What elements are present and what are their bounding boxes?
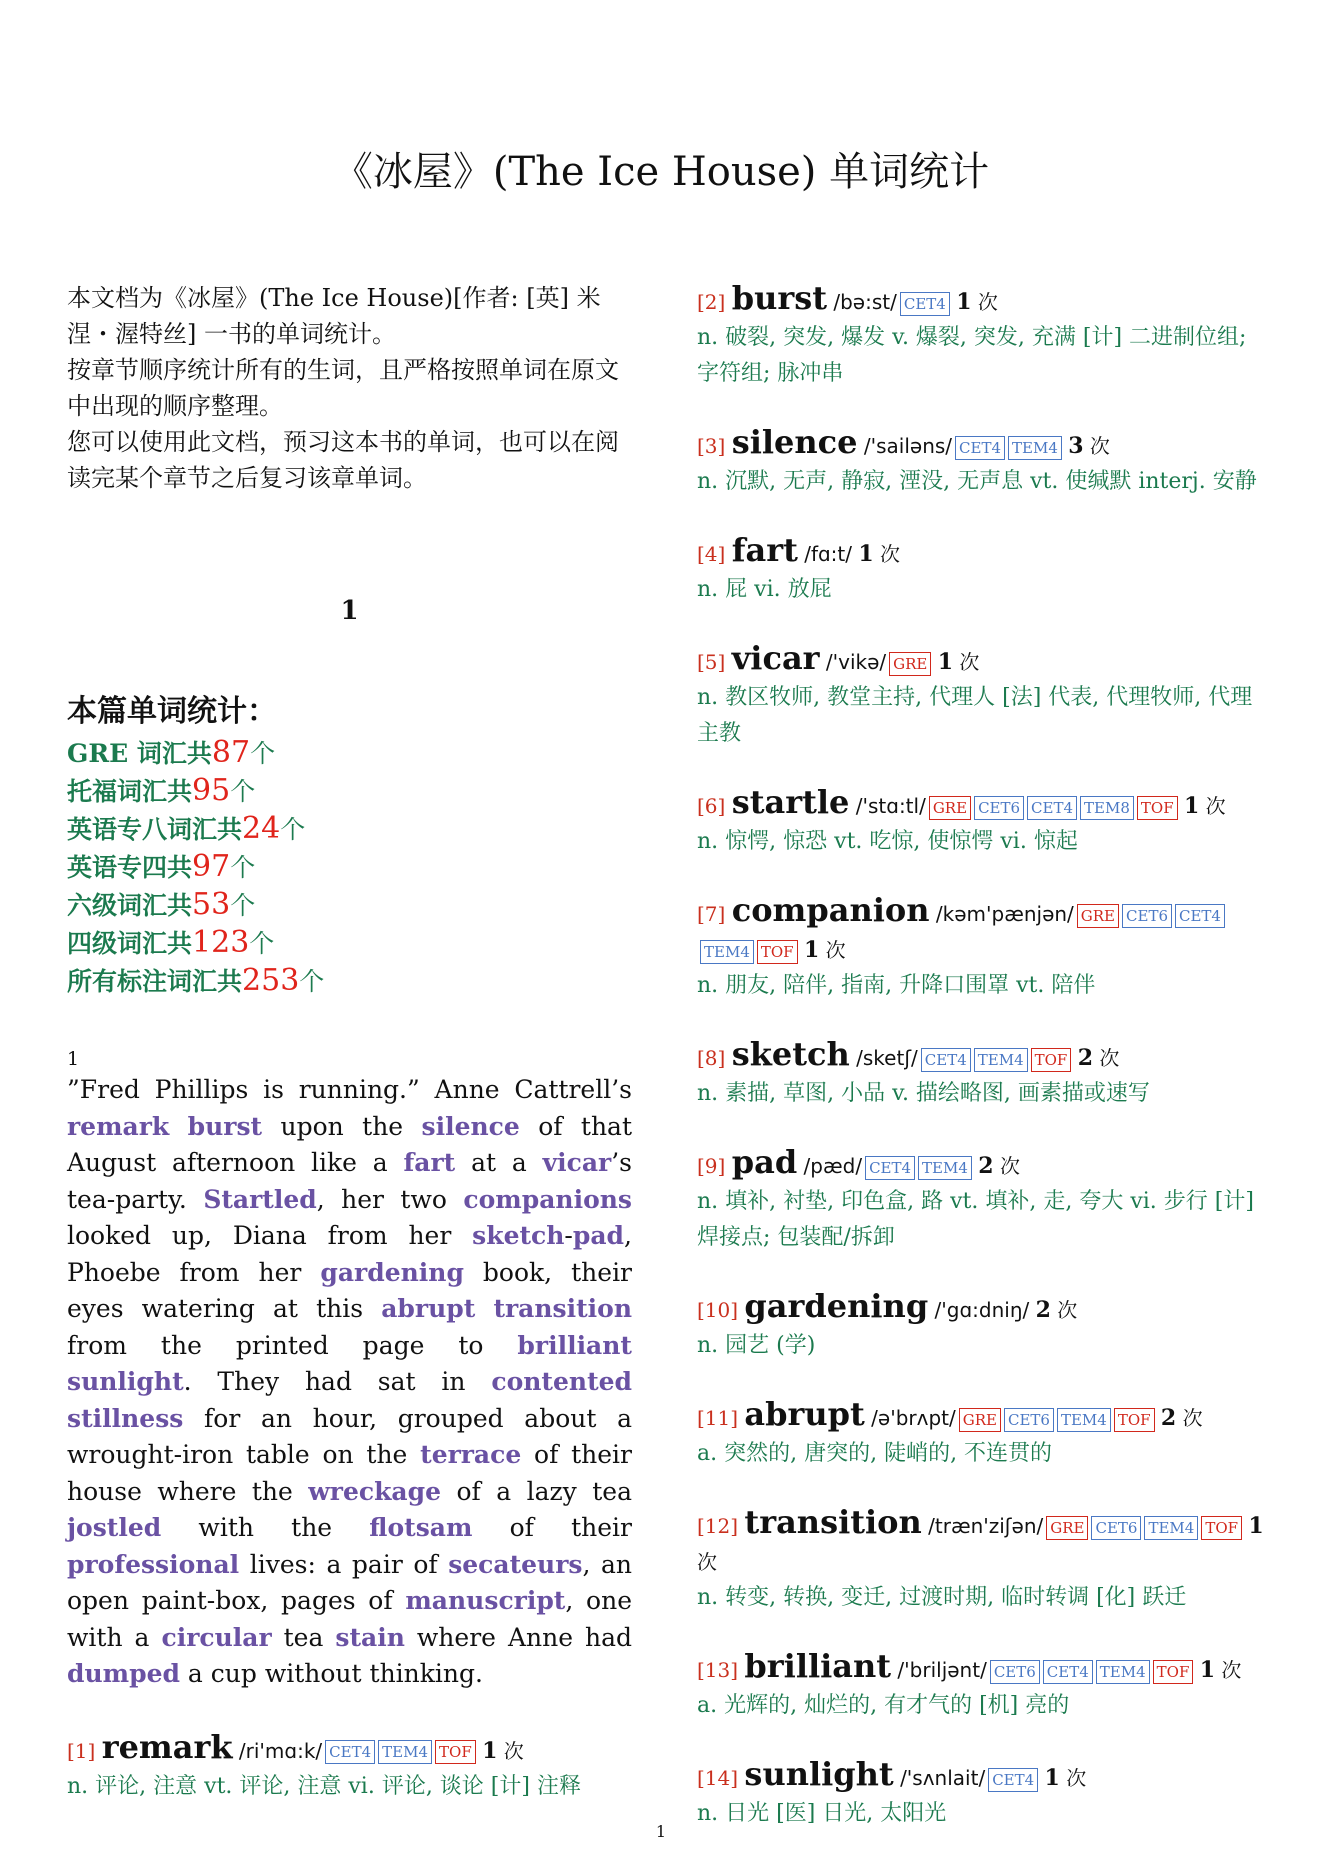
highlighted-word: companions <box>463 1184 633 1214</box>
entry-head <box>697 784 1272 824</box>
entry-phonetic: /kəm'pænjən/ <box>935 902 1074 926</box>
highlighted-word: flotsam <box>369 1513 473 1542</box>
exam-tag: GRE <box>1077 904 1119 928</box>
stat-count: 24 <box>242 811 281 846</box>
stat-unit: 个 <box>249 929 275 958</box>
entry-phonetic: /pæd/ <box>803 1154 863 1178</box>
entry-word: brilliant <box>744 1647 892 1685</box>
highlighted-word: gardening <box>320 1257 464 1287</box>
vocab-entry <box>697 1756 1272 1832</box>
exam-tag: GRE <box>929 796 971 820</box>
exam-tag: TOF <box>1201 1516 1242 1540</box>
entry-word: remark <box>101 1727 233 1766</box>
passage-text: ”Fred Phillips is running.” Anne Cattrell’s remark burst upon the silence of that August afternoon like a fart at a vicar’s tea-party. Startled, her two companions looked up, Diana from her sketch-pad, Phoebe from her gardening book, their eyes watering at this abrupt transition from the printed page to brilliant sunlight. They had sat in contented stillness for an hour, grouped about a wrought-iron table on the terrace of their house where the wreckage of a lazy tea jostled with the flotsam of their professional lives: a pair of secateurs, an open paint-box, pages of manuscript, one with a circular tea stain where Anne had dumped a cup without thinking. <box>67 1075 633 1688</box>
entry-count-unit: 次 <box>1057 1298 1078 1322</box>
stat-unit: 个 <box>230 891 256 920</box>
entry-phonetic: /ri'mɑ:k/ <box>238 1738 323 1763</box>
entry-definition: n. 日光 [医] 日光, 太阳光 <box>697 1801 947 1826</box>
stat-label: 英语专八词汇共 <box>67 815 243 844</box>
vocab-entry <box>697 1504 1272 1616</box>
vocab-entry <box>697 1036 1272 1112</box>
entry-count: 1 <box>937 649 954 675</box>
stat-line <box>67 772 632 810</box>
entry-index: [6] <box>697 794 726 818</box>
exam-tag: TEM4 <box>378 1740 432 1764</box>
vocab-entry <box>697 532 1272 608</box>
entry-count: 1 <box>1199 1657 1216 1683</box>
exam-tag: CET4 <box>1175 904 1225 928</box>
entry-word: pad <box>731 1143 798 1181</box>
entry-count: 1 <box>956 289 972 315</box>
entry-count: 2 <box>1035 1297 1051 1323</box>
chapter-number: 1 <box>340 596 359 626</box>
exam-tag: TOF <box>1031 1048 1072 1072</box>
entry-phonetic: /bə:st/ <box>833 290 897 314</box>
stat-unit: 个 <box>280 815 306 844</box>
stat-line <box>67 848 632 886</box>
entry-definition: a. 光辉的, 灿烂的, 有才气的 [机] 亮的 <box>697 1693 1070 1718</box>
entry-word: burst <box>731 279 827 317</box>
entry-word: companion <box>731 891 930 929</box>
exam-tag: CET4 <box>988 1768 1038 1792</box>
vocab-entry <box>67 1729 632 1805</box>
vocab-entry <box>697 1648 1272 1724</box>
stat-count: 123 <box>192 925 250 960</box>
entry-count: 1 <box>1183 793 1200 819</box>
entry-index: [3] <box>697 434 726 458</box>
stat-line <box>67 810 632 848</box>
entry-definition: n. 教区牧师, 教堂主持, 代理人 [法] 代表, 代理牧师, 代理主教 <box>697 685 1253 746</box>
entry-index: [10] <box>697 1298 739 1322</box>
highlighted-word: sketch <box>472 1221 565 1250</box>
entry-index: [8] <box>697 1046 726 1070</box>
entry-count: 2 <box>978 1153 994 1179</box>
exam-tag: CET6 <box>990 1660 1040 1684</box>
entry-phonetic: /'vikə/ <box>825 650 887 674</box>
highlighted-word: brilliant <box>517 1330 632 1360</box>
entry-head <box>697 424 1272 464</box>
stat-label: 托福词汇共 <box>67 777 193 806</box>
exam-tag: TEM4 <box>1096 1660 1150 1684</box>
stat-count: 53 <box>192 887 231 922</box>
exam-tag: TOF <box>1114 1408 1155 1432</box>
entry-definition: n. 园艺 (学) <box>697 1333 816 1358</box>
exam-tag: TOF <box>1153 1660 1194 1684</box>
vocab-entry <box>697 280 1272 392</box>
highlighted-word: circular <box>161 1622 272 1652</box>
entry-definition: n. 屁 vi. 放屁 <box>697 577 832 602</box>
entry-phonetic: /'gɑ:dniŋ/ <box>934 1298 1030 1322</box>
entry-head <box>697 1288 1272 1328</box>
exam-tag: CET6 <box>1004 1408 1054 1432</box>
entry-phonetic: /'briljənt/ <box>897 1658 987 1682</box>
entry-head <box>697 1756 1272 1796</box>
entry-definition: n. 评论, 注意 vt. 评论, 注意 vi. 评论, 谈论 [计] 注释 <box>67 1773 581 1799</box>
entry-count: 1 <box>482 1737 498 1764</box>
entry-count: 1 <box>1248 1513 1264 1539</box>
entry-definition: a. 突然的, 唐突的, 陡峭的, 不连贯的 <box>697 1441 1053 1466</box>
entry-count: 3 <box>1068 433 1084 459</box>
entry-count-unit: 次 <box>977 290 998 314</box>
exam-tag: CET4 <box>900 292 950 316</box>
exam-tag: GRE <box>959 1408 1001 1432</box>
entry-head <box>697 1036 1272 1076</box>
entry-count-unit: 次 <box>1089 434 1110 458</box>
exam-tag: CET4 <box>921 1048 971 1072</box>
stats-heading: 本篇单词统计： <box>67 694 277 729</box>
left-column <box>67 280 632 1837</box>
entry-count-unit: 次 <box>1099 1046 1120 1070</box>
paragraph-number: 1 <box>67 1048 80 1070</box>
entry-count-unit: 次 <box>697 1550 717 1574</box>
exam-tag: CET4 <box>1027 796 1077 820</box>
stat-count: 253 <box>242 963 300 998</box>
exam-tag: TEM4 <box>1057 1408 1111 1432</box>
entry-index: [2] <box>697 290 726 314</box>
entry-head <box>697 280 1272 320</box>
entry-definition: n. 破裂, 突发, 爆发 v. 爆裂, 突发, 充满 [计] 二进制位组; 字符组; 脉冲串 <box>697 325 1247 386</box>
stat-line <box>67 924 632 962</box>
entry-word: sketch <box>731 1035 850 1073</box>
stat-unit: 个 <box>250 739 276 768</box>
entry-definition: n. 沉默, 无声, 静寂, 湮没, 无声息 vt. 使缄默 interj. 安静 <box>697 469 1257 494</box>
stat-line <box>67 886 632 924</box>
highlighted-word: dumped <box>67 1659 180 1688</box>
entry-index: [1] <box>67 1738 96 1763</box>
exam-tag: CET4 <box>955 436 1005 460</box>
stats-block <box>67 686 632 1000</box>
exam-tag: CET4 <box>865 1156 915 1180</box>
entry-word: silence <box>731 423 858 461</box>
highlighted-word: sunlight <box>67 1367 184 1396</box>
exam-tag: CET4 <box>1043 1660 1093 1684</box>
exam-tag: CET6 <box>1091 1516 1141 1540</box>
entry-index: [12] <box>697 1514 739 1538</box>
vocab-entry <box>697 640 1272 752</box>
entry-count-unit: 次 <box>825 938 846 962</box>
highlighted-word: burst <box>187 1111 263 1141</box>
highlighted-word: Startled <box>203 1184 317 1214</box>
entry-word: vicar <box>731 639 820 677</box>
highlighted-word: contented <box>491 1367 632 1396</box>
highlighted-word: remark <box>67 1111 170 1141</box>
entry-phonetic: /træn'ziʃən/ <box>928 1514 1044 1538</box>
entry-count-unit: 次 <box>1182 1406 1203 1430</box>
vocab-entry <box>697 1396 1272 1472</box>
entry-phonetic: /'sʌnlait/ <box>900 1766 986 1790</box>
stat-unit: 个 <box>299 967 325 996</box>
exam-tag: TOF <box>757 940 798 964</box>
entry-index: [11] <box>697 1406 739 1430</box>
entry-index: [5] <box>697 650 726 674</box>
entry-count-unit: 次 <box>880 542 901 566</box>
entry-phonetic: /'sailəns/ <box>863 434 953 458</box>
highlighted-word: stain <box>335 1622 405 1652</box>
stat-label: 英语专四共 <box>67 853 193 882</box>
highlighted-word: professional <box>67 1549 240 1579</box>
entry-count-unit: 次 <box>959 650 980 674</box>
entry-phonetic: /fɑ:t/ <box>804 542 852 566</box>
intro-line: 本文档为《冰屋》(The Ice House)[作者: [英] 米涅・渥特丝] 一书的单词统计。 <box>67 284 601 348</box>
entry-count-unit: 次 <box>503 1738 524 1763</box>
exam-tag: GRE <box>889 652 931 676</box>
entry-head <box>697 1144 1272 1184</box>
entry-word: abrupt <box>744 1395 865 1433</box>
entry-definition: n. 惊愕, 惊恐 vt. 吃惊, 使惊愕 vi. 惊起 <box>697 829 1078 854</box>
stat-line <box>67 734 632 772</box>
vocab-entry <box>697 424 1272 500</box>
highlighted-word: silence <box>421 1111 520 1141</box>
stat-line <box>67 962 632 1000</box>
entry-count-unit: 次 <box>1205 794 1226 818</box>
page-title: 《冰屋》(The Ice House) 单词统计 <box>332 149 990 195</box>
exam-tag: CET6 <box>974 796 1024 820</box>
entry-count-unit: 次 <box>1221 1658 1242 1682</box>
exam-tag: TOF <box>435 1740 476 1764</box>
exam-tag: CET4 <box>325 1740 375 1764</box>
vocab-entry <box>697 784 1272 860</box>
entry-count: 1 <box>803 937 820 963</box>
highlighted-word: pad <box>572 1221 625 1250</box>
intro-line: 您可以使用此文档，预习这本书的单词，也可以在阅读完某个章节之后复习该章单词。 <box>67 428 619 492</box>
entry-head <box>697 532 1272 572</box>
exam-tag: TEM4 <box>1008 436 1062 460</box>
entry-count: 2 <box>1077 1045 1094 1071</box>
stat-unit: 个 <box>230 777 256 806</box>
highlighted-word: wreckage <box>308 1476 441 1506</box>
entry-head <box>697 892 1272 968</box>
entry-count: 1 <box>858 541 874 567</box>
entry-definition: n. 填补, 衬垫, 印色盒, 路 vt. 填补, 走, 夸大 vi. 步行 [计] 焊接点; 包装配/拆卸 <box>697 1189 1254 1250</box>
entry-index: [13] <box>697 1658 739 1682</box>
intro <box>67 280 632 496</box>
entry-word: sunlight <box>744 1755 894 1793</box>
exam-tag: TEM4 <box>1144 1516 1198 1540</box>
entry-definition: n. 朋友, 陪伴, 指南, 升降口围罩 vt. 陪伴 <box>697 973 1096 998</box>
entry-index: [9] <box>697 1154 726 1178</box>
entry-count: 1 <box>1044 1765 1060 1791</box>
entry-definition: n. 素描, 草图, 小品 v. 描绘略图, 画素描或速写 <box>697 1081 1150 1106</box>
exam-tag: CET6 <box>1122 904 1172 928</box>
vocab-entry <box>697 892 1272 1004</box>
entry-head <box>697 1648 1272 1688</box>
entry-count-unit: 次 <box>999 1154 1020 1178</box>
vocab-entry <box>697 1288 1272 1364</box>
stat-unit: 个 <box>230 853 256 882</box>
stat-count: 95 <box>192 773 231 808</box>
entry-index: [4] <box>697 542 726 566</box>
exam-tag: TEM8 <box>1080 796 1134 820</box>
highlighted-word: transition <box>493 1294 632 1323</box>
entry-head <box>67 1729 632 1769</box>
stat-label: 四级词汇共 <box>67 929 193 958</box>
entry-head <box>697 640 1272 680</box>
entry-count-unit: 次 <box>1066 1766 1087 1790</box>
stat-label: GRE 词汇共 <box>67 739 212 768</box>
entry-index: [7] <box>697 902 726 926</box>
highlighted-word: manuscript <box>405 1586 566 1615</box>
right-column <box>697 280 1272 1864</box>
entry-word: transition <box>744 1503 922 1541</box>
entry-word: startle <box>731 783 850 821</box>
entry-index: [14] <box>697 1766 739 1790</box>
stat-label: 六级词汇共 <box>67 891 193 920</box>
exam-tag: GRE <box>1046 1516 1088 1540</box>
highlighted-word: vicar <box>542 1148 612 1177</box>
stat-count: 97 <box>192 849 231 884</box>
exam-tag: TEM4 <box>700 940 754 964</box>
entry-count: 2 <box>1160 1405 1177 1431</box>
highlighted-word: abrupt <box>381 1294 476 1323</box>
entry-head <box>697 1396 1272 1436</box>
entry-phonetic: /'stɑ:tl/ <box>855 794 926 818</box>
exam-tag: TEM4 <box>974 1048 1028 1072</box>
highlighted-word: secateurs <box>448 1549 583 1579</box>
entry-head <box>697 1504 1272 1580</box>
highlighted-word: fart <box>403 1148 456 1177</box>
stat-count: 87 <box>211 735 251 770</box>
highlighted-word: terrace <box>420 1440 522 1469</box>
exam-tag: TOF <box>1137 796 1178 820</box>
highlighted-word: jostled <box>67 1513 162 1542</box>
vocab-entry <box>697 1144 1272 1256</box>
page-number: 1 <box>655 1822 667 1841</box>
intro-line: 按章节顺序统计所有的生词，且严格按照单词在原文中出现的顺序整理。 <box>67 356 619 420</box>
highlighted-word: stillness <box>67 1403 184 1433</box>
entry-definition: n. 转变, 转换, 变迁, 过渡时期, 临时转调 [化] 跃迁 <box>697 1585 1187 1610</box>
entry-phonetic: /sketʃ/ <box>856 1046 918 1070</box>
entry-phonetic: /ə'brʌpt/ <box>871 1406 956 1430</box>
entry-word: gardening <box>744 1287 929 1325</box>
entry-word: fart <box>731 531 798 569</box>
stat-label: 所有标注词汇共 <box>67 967 243 996</box>
exam-tag: TEM4 <box>918 1156 972 1180</box>
